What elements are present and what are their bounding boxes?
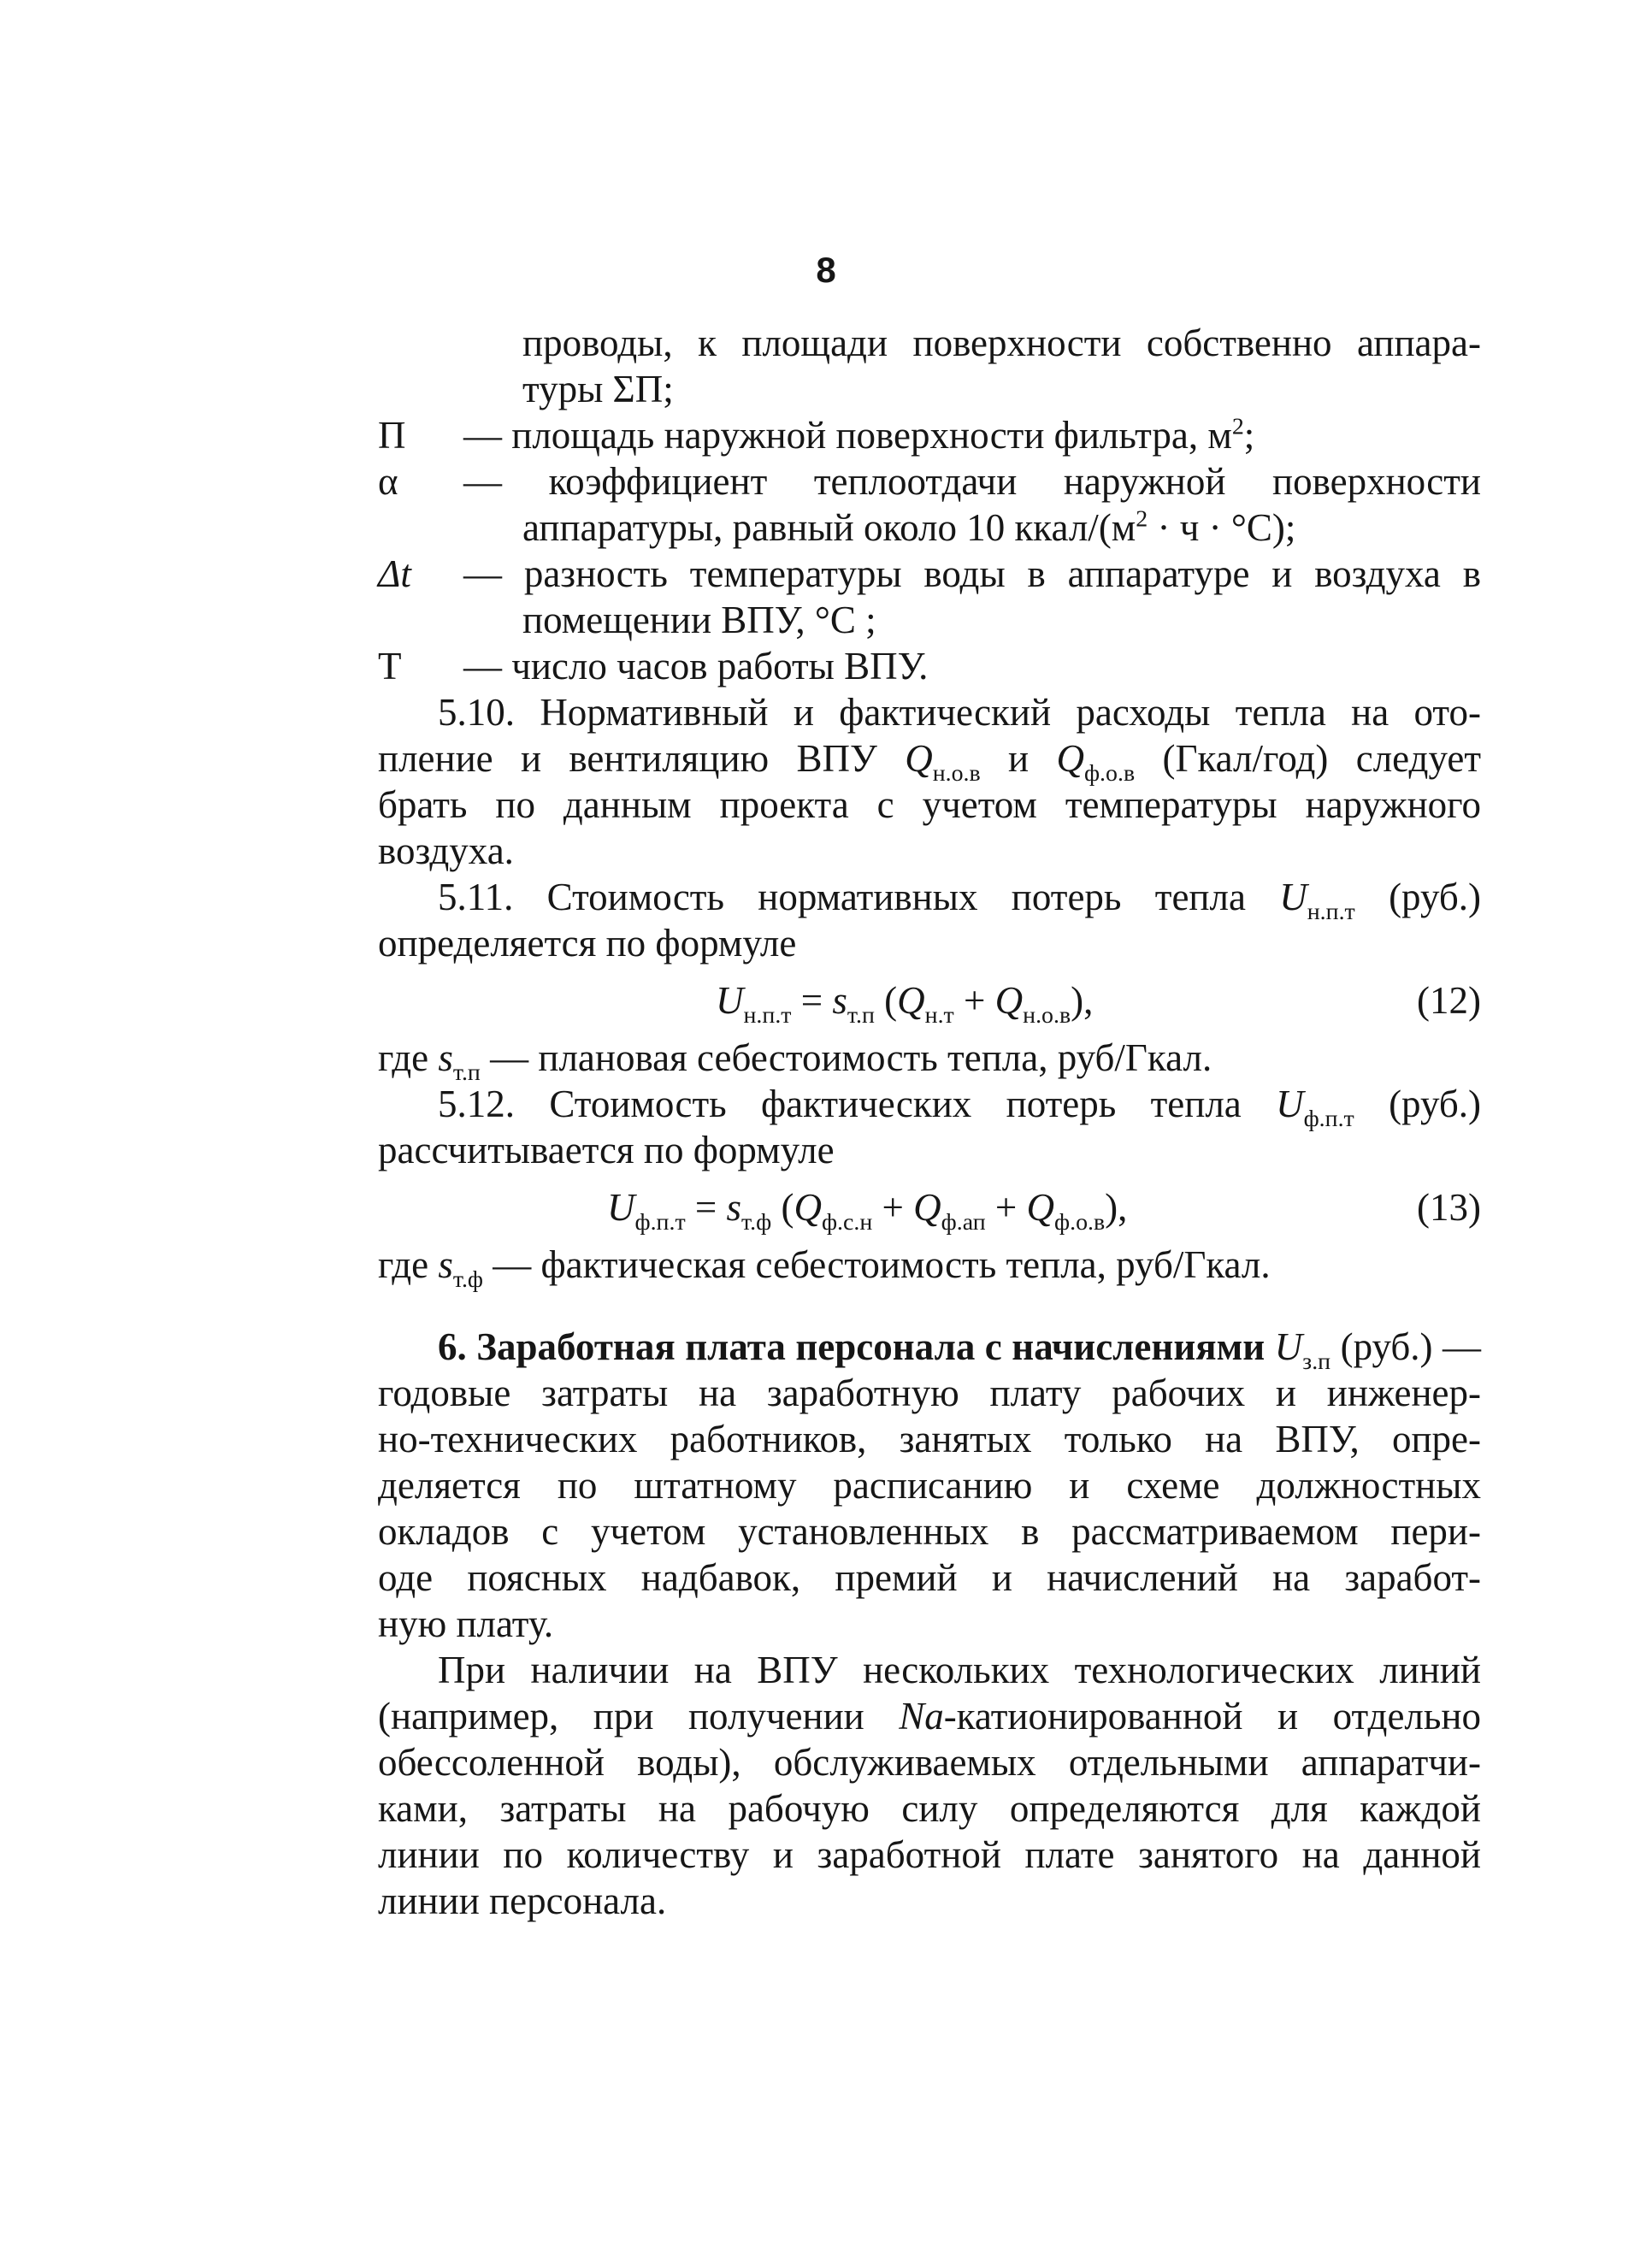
text-line: ную плату. <box>378 1602 554 1645</box>
definition-text: — площадь наружной поверхности фильтра, $м^2$; <box>463 413 1255 457</box>
section-6-heading: 6. Заработная плата персонала с начислениями $U_{з.п}$ (руб.) — <box>438 1325 1481 1376</box>
definition-delta-t <box>378 551 1481 597</box>
definition-symbol: α <box>378 460 398 503</box>
where-line: где $s_{т.п}$ — плановая себестоимость тепла, руб/Гкал. <box>378 1036 1212 1087</box>
definition-text: — число часов работы ВПУ. <box>463 645 929 687</box>
text-line: деляется по штатному расписанию и схеме должностных <box>378 1464 1481 1507</box>
definition-text: — коэффициент теплоотдачи наружной поверхности <box>463 460 1481 503</box>
text-line: определяется по формуле <box>378 922 797 965</box>
definition-continuation: аппаратуры, равный около 10 ккал/$(м^2 \cdot ч \cdot ^\circ С)$; <box>522 505 1296 549</box>
definition-symbol: П <box>378 414 406 457</box>
formula-12 <box>378 966 1481 1035</box>
text-line: оде поясных надбавок, премий и начислений на заработ- <box>378 1556 1481 1599</box>
section-5-10: 5.10. Нормативный и фактический расходы тепла на ото- <box>438 691 1481 734</box>
paragraph-lines: При наличии на ВПУ нескольких технологических линий <box>438 1649 1481 1691</box>
definition-continuation: помещении ВПУ, °С ; <box>522 599 876 641</box>
text-line: линии по количеству и заработной плате занятого на данной <box>378 1833 1481 1876</box>
text-line: но-технических работников, занятых только на ВПУ, опре- <box>378 1418 1481 1460</box>
text-line: брать по данным проекта с учетом температуры наружного <box>378 783 1481 826</box>
text-line: воздуха. <box>378 829 514 872</box>
where-line: где $s_{т.ф}$ — фактическая себестоимость тепла, руб/Гкал. <box>378 1243 1271 1294</box>
definition-p <box>378 412 1481 458</box>
definition-symbol: Δt <box>378 552 411 595</box>
text-line: обессоленной воды), обслуживаемых отдельными аппаратчи- <box>378 1741 1481 1784</box>
definition-symbol: Т <box>378 645 402 687</box>
text-line: рассчитывается по формуле <box>378 1129 835 1171</box>
text-line: пление и вентиляцию ВПУ $Q_{н.о.в}$ и $Q_{ф.о.в}$ (Гкал/год) следует <box>378 737 1481 788</box>
text-line: годовые затраты на заработную плату рабочих и инженер- <box>378 1372 1481 1414</box>
text-line: линии персонала. <box>378 1879 667 1922</box>
formula-13 <box>378 1173 1481 1242</box>
definition-alpha <box>378 458 1481 504</box>
formula-expression: $U_{ф.п.т} = s_{т.ф}$ $(Q_{ф.с.н} + Q_{ф.ап} + Q_{ф.о.в})$, <box>607 1186 1128 1236</box>
text-line: проводы, к площади поверхности собственно аппара- <box>522 322 1481 364</box>
equation-number: (13) <box>1417 1186 1481 1229</box>
text-line: (например, при получении Na-катионированной и отдельно <box>378 1695 1481 1738</box>
equation-number: (12) <box>1417 979 1481 1022</box>
section-5-12: 5.12. Стоимость фактических потерь тепла $U_{ф.п.т}$ (руб.) <box>438 1083 1481 1133</box>
definition-text: — разность температуры воды в аппаратуре и воздуха в <box>463 552 1481 595</box>
text-line: туры ΣП; <box>522 368 674 410</box>
text-line: окладов с учетом установленных в рассматриваемом пери- <box>378 1510 1481 1553</box>
page-number: 8 <box>816 250 836 290</box>
section-5-11: 5.11. Стоимость нормативных потерь тепла $U_{н.п.т}$ (руб.) <box>438 876 1481 926</box>
page-body <box>378 320 1481 1924</box>
definition-t <box>378 643 1481 689</box>
text-line: ками, затраты на рабочую силу определяются для каждой <box>378 1787 1481 1830</box>
formula-expression: $U_{н.п.т} = s_{т.п}$ $(Q_{н.т} + Q_{н.о.в})$, <box>716 979 1094 1030</box>
